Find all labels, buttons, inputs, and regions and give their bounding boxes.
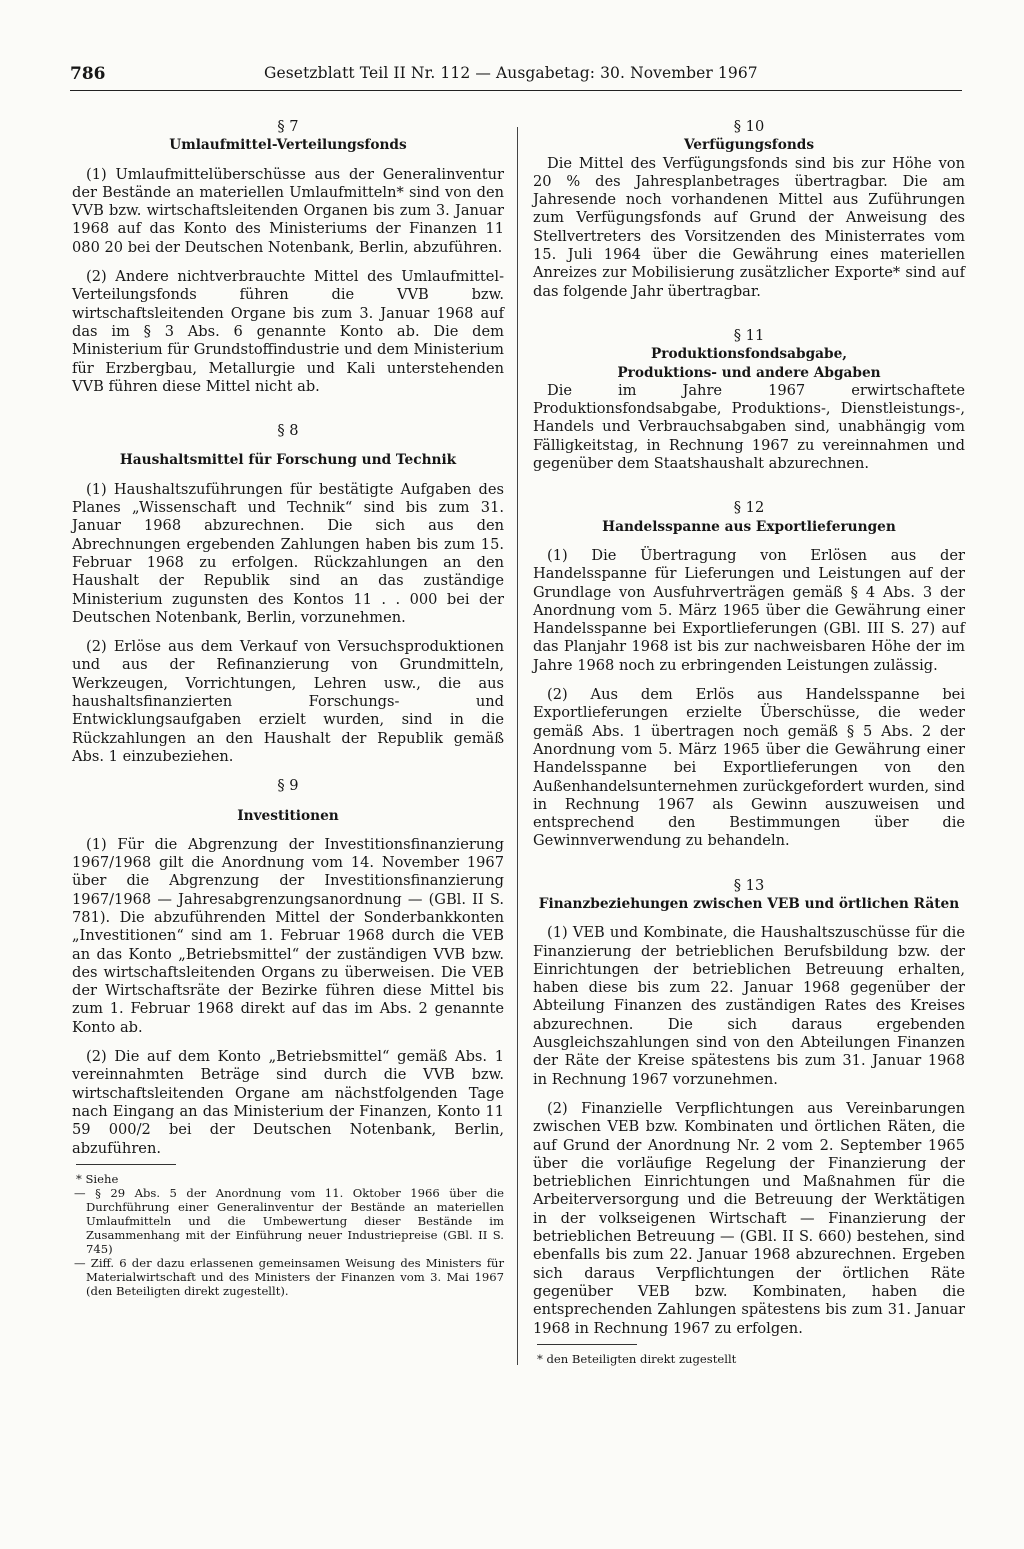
section-9-number: § 9 (277, 777, 299, 795)
section-12-para-2: (2) Aus dem Erlös aus Handelsspanne bei Exportlieferungen erzielte Überschüsse, die weder gemäß Abs. 1 übertragen noch gemäß § 5 Abs. 2 der Anordnung vom 5. März 1965 über die Gewährung einer Handelsspanne bei Exportlieferungen von den Außenhandelsunternehmen zurückgefordert wurden, sind in Rechnung 1967 als Gewinn auszuweisen und entsprechend den Bestimmungen über die Gewinnverwendung zu behandeln. (533, 686, 965, 850)
page-number: 786 (70, 64, 106, 84)
footnote-label: * Siehe (76, 1171, 119, 1186)
footnote-label-right: * den Beteiligten direkt zugestellt (537, 1351, 737, 1366)
section-13-para-1: (1) VEB und Kombinate, die Haushaltszuschüsse für die Finanzierung der betrieblichen Berufsbildung bzw. der Einrichtungen der betrieblichen Betreuung erhalten, haben diese bis zum 22. Januar 1968 gegenüber der Abteilung Finanzen des zuständigen Rates des Kreises abzurechnen. Die sich daraus ergebenden Ausgleichszahlungen sind von den Abteilungen Finanzen der Räte der Kreise spätestens bis zum 31. Januar 1968 in Rechnung 1967 vorzunehmen. (533, 924, 965, 1088)
section-12-number: § 12 (733, 499, 765, 517)
section-12-heading: Handelsspanne aus Exportlieferungen (602, 518, 896, 535)
section-13-heading: Finanzbeziehungen zwischen VEB und örtlichen Räten (538, 895, 960, 912)
footnote-item-1: — § 29 Abs. 5 der Anordnung vom 11. Oktober 1966 über die Durchführung einer Generalinventur der Bestände an materiellen Umlaufmitteln und die Umbewertung dieser Bestände im Zusammenhang mit der Einführung neuer Industriepreise (GBl. II S. 745) (74, 1185, 504, 1256)
section-7-number: § 7 (277, 118, 299, 135)
section-13-number: § 13 (733, 876, 765, 894)
section-8-heading: Haushaltsmittel für Forschung und Technik (119, 452, 457, 469)
page-header (70, 62, 962, 91)
section-11-number: § 11 (733, 326, 765, 344)
section-9-heading: Investitionen (237, 807, 339, 824)
section-9-para-1: (1) Für die Abgrenzung der Investitionsfinanzierung 1967/1968 gilt die Anordnung vom 14. November 1967 über die Abgrenzung der Investitionsfinanzierung 1967/1968 — Jahresabgrenzungsanordnung — (GBl. II S. 781). Die abzuführenden Mittel der Sonderbankkonten „Investitionen“ sind am 1. Februar 1968 durch die VEB an das Konto „Betriebsmittel“ der zuständigen VVB bzw. des wirtschaftsleitenden Organs zu überweisen. Die VEB der Wirtschaftsräte der Bezirke führen diese Mittel bis zum 1. Februar 1968 direkt auf das im Abs. 2 genannte Konto ab. (72, 835, 504, 1036)
section-10-heading: Verfügungsfonds (683, 137, 815, 154)
column-divider (517, 127, 518, 1365)
header-title: Gesetzblatt Teil II Nr. 112 — Ausgabetag: 30. November 1967 (264, 64, 758, 82)
section-9-para-2: (2) Die auf dem Konto „Betriebsmittel“ gemäß Abs. 1 vereinnahmten Beträge sind durch die VVB bzw. wirtschaftsleitenden Organe am nächstfolgenden Tage nach Eingang an das Ministerium der Finanzen, Konto 11 59 000/2 bei der Deutschen Notenbank, Berlin, abzuführen. (72, 1048, 504, 1157)
left-footnotes (72, 1172, 504, 1298)
right-footnotes (533, 1352, 965, 1366)
footnote-item-2: — Ziff. 6 der dazu erlassenen gemeinsamen Weisung des Ministers für Materialwirtschaft und des Ministers der Finanzen vom 3. Mai 1967 (den Beteiligten direkt zugestellt). (74, 1255, 504, 1298)
section-12-para-1: (1) Die Übertragung von Erlösen aus der Handelsspanne für Lieferungen und Leistungen auf der Grundlage von Ausfuhrverträgen gemäß § 4 Abs. 3 der Anordnung vom 5. März 1965 über die Gewährung einer Handelsspanne bei Exportlieferungen (GBl. III S. 27) auf das Planjahr 1968 ist bis zur nachweisbaren Höhe der im Jahre 1968 noch zu erbringenden Leistungen zulässig. (533, 546, 965, 674)
right-column (533, 118, 965, 1366)
left-column (72, 118, 504, 1298)
section-10-number: § 10 (733, 118, 765, 135)
section-7-heading: Umlaufmittel-Verteilungsfonds (169, 137, 407, 154)
section-8-para-2: (2) Erlöse aus dem Verkauf von Versuchsproduktionen und aus der Refinanzierung von Grundmitteln, Werkzeugen, Vorrichtungen, Lehren usw., die aus haushaltsfinanzierten Forschungs- und Entwicklungsaufgaben erzielt wurden, sind in die Rückzahlungen an den Haushalt der Republik gemäß Abs. 1 einzubeziehen. (72, 638, 504, 765)
section-11-heading-2: Produktions- und andere Abgaben (617, 364, 881, 381)
section-11-heading-1: Produktionsfondsabgabe, (650, 346, 848, 363)
section-7-para-1: (1) Umlaufmittelüberschüsse aus der Generalinventur der Bestände an materiellen Umlaufmitteln* sind von den VVB bzw. wirtschaftsleitenden Organen bis zum 3. Januar 1968 auf das Konto des Ministeriums der Finanzen 11 080 20 bei der Deutschen Notenbank, Berlin, abzuführen. (72, 165, 504, 256)
footnote-rule-right (537, 1344, 637, 1345)
footnote-rule (76, 1164, 176, 1165)
section-11-para-1: Die im Jahre 1967 erwirtschaftete Produktionsfondsabgabe, Produktions-, Dienstleistungs-, Handels und Verbrauchsabgaben sind, unabhängig vom Fälligkeitstag, in Rechnung 1967 zu vereinnahmen und gegenüber dem Staatshaushalt abzurechnen. (533, 381, 965, 473)
section-8-number: § 8 (277, 422, 299, 440)
section-10-para-1: Die Mittel des Verfügungsfonds sind bis zur Höhe von 20 % des Jahresplanbetrages übertragbar. Die am Jahresende noch vorhandenen Mittel aus Zuführungen zum Verfügungsfonds auf Grund der Anweisung des Stellvertreters des Vorsitzenden des Ministerrates vom 15. Juli 1964 über die Gewährung eines materiellen Anreizes zur Mobilisierung zusätzlicher Exporte* sind auf das folgende Jahr übertragbar. (533, 154, 965, 300)
section-7-para-2: (2) Andere nichtverbrauchte Mittel des Umlaufmittel-Verteilungsfonds führen die VVB bzw. wirtschaftsleitenden Organe bis zum 3. Januar 1968 auf das im § 3 Abs. 6 genannte Konto ab. Die dem Ministerium für Grundstoffindustrie und dem Ministerium für Erzbergbau, Metallurgie und Kali unterstehenden VVB führen diese Mittel nicht ab. (72, 268, 504, 395)
section-13-para-2: (2) Finanzielle Verpflichtungen aus Vereinbarungen zwischen VEB bzw. Kombinaten und örtlichen Räten, die auf Grund der Anordnung Nr. 2 vom 2. September 1965 über die vorläufige Regelung der Finanzierung der betrieblichen Einrichtungen und Maßnahmen für die Arbeiterversorgung und die Betreuung der Werktätigen in der volkseigenen Wirtschaft — Finanzierung der betrieblichen Betreuung — (GBl. II S. 660) bestehen, sind ebenfalls bis zum 22. Januar 1968 abzurechnen. Ergeben sich daraus Verpflichtungen der örtlichen Räte gegenüber VEB bzw. Kombinaten, haben die entsprechenden Zahlungen spätestens bis zum 31. Januar 1968 in Rechnung 1967 zu erfolgen. (533, 1099, 965, 1337)
section-8-para-1: (1) Haushaltszuführungen für bestätigte Aufgaben des Planes „Wissenschaft und Technik“ sind bis zum 31. Januar 1968 abzurechnen. Die sich aus den Abrechnungen ergebenden Zahlungen haben bis zum 15. Februar 1968 zu erfolgen. Rückzahlungen an den Haushalt der Republik sind an das zuständige Ministerium zugunsten des Kontos 11 . . 000 bei der Deutschen Notenbank, Berlin, vorzunehmen. (72, 480, 504, 626)
